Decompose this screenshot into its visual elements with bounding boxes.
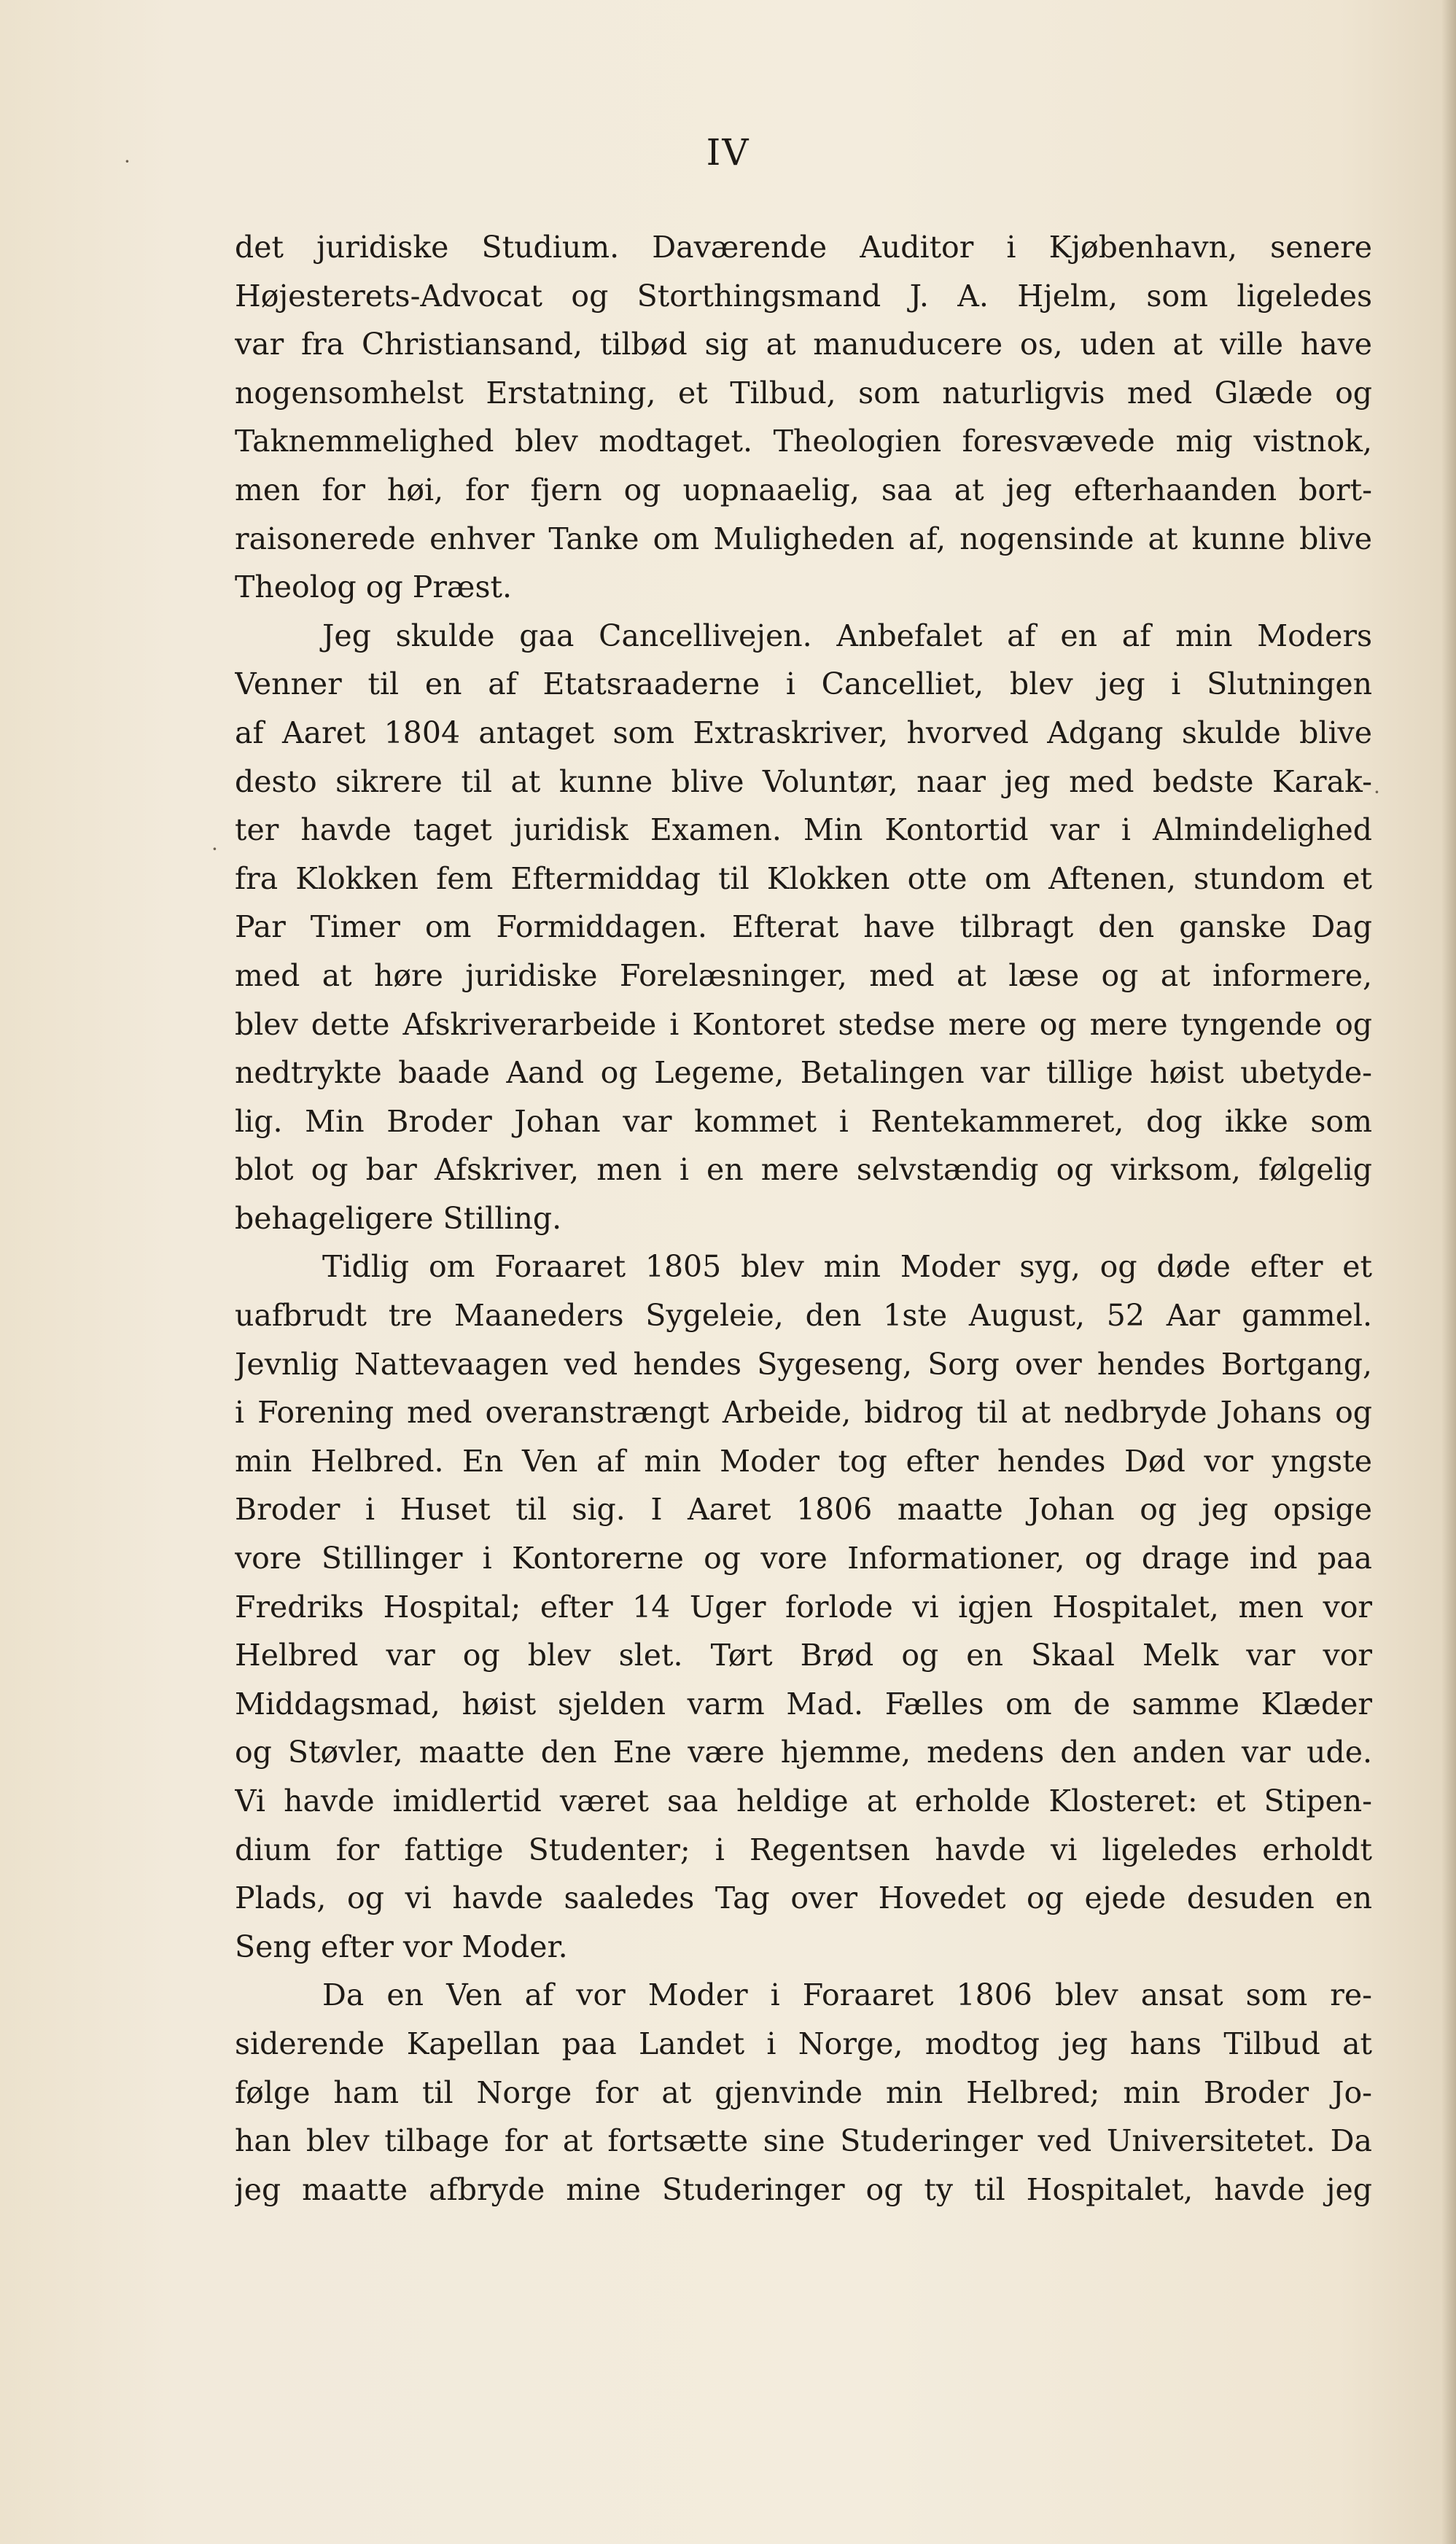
text-line: var fra Christiansand, tilbød sig at manuducere os, uden at ville have [235,327,1372,362]
text-line: Middagsmad, høist sjelden varm Mad. Fælles om de samme Klæder [235,1686,1372,1722]
text-line: Fredriks Hospital; efter 14 Uger forlode vi igjen Hospitalet, men vor [235,1589,1372,1625]
text-line: det juridiske Studium. Daværende Auditor i Kjøbenhavn, senere [235,230,1372,265]
text-line: Broder i Huset til sig. I Aaret 1806 maatte Johan og jeg opsige [235,1492,1372,1528]
text-line: nogensomhelst Erstatning, et Tilbud, som naturligvis med Glæde og [235,375,1372,411]
text-line: min Helbred. En Ven af min Moder tog efter hendes Død vor yngste [235,1443,1372,1479]
text-line: ter havde taget juridisk Examen. Min Kontortid var i Almindelighed [235,812,1372,848]
text-line: Vi havde imidlertid været saa heldige at erholde Klosteret: et Stipen- [235,1783,1372,1818]
text-line: nedtrykte baade Aand og Legeme, Betalingen var tillige høist ubetyde- [235,1055,1372,1091]
text-line: Helbred var og blev slet. Tørt Brød og en Skaal Melk var vor [235,1638,1372,1673]
text-line: i Forening med overanstrængt Arbeide, bidrog til at nedbryde Johans og [235,1395,1372,1431]
text-line: Venner til en af Etatsraaderne i Cancelliet, blev jeg i Slutningen [235,666,1372,702]
text-line: han blev tilbage for at fortsætte sine Studeringer ved Universitetet. Da [235,2123,1372,2159]
text-line: af Aaret 1804 antaget som Extraskriver, hvorved Adgang skulde blive [235,715,1372,750]
text-line: Jeg skulde gaa Cancellivejen. Anbefalet af en af min Moders [322,618,1372,653]
text-line: Theolog og Præst. [235,569,513,605]
text-line: Højesterets-Advocat og Storthingsmand J. A. Hjelm, som ligeledes [235,278,1372,314]
text-line: uafbrudt tre Maaneders Sygeleie, den 1ste August, 52 Aar gammel. [235,1298,1372,1334]
text-line: raisonerede enhver Tanke om Muligheden af, nogensinde at kunne blive [235,521,1372,556]
body-text [235,223,1372,2214]
text-line: vore Stillinger i Kontorerne og vore Informationer, og drage ind paa [235,1541,1372,1576]
text-line: blev dette Afskriverarbeide i Kontoret stedse mere og mere tyngende og [235,1006,1372,1042]
text-line: dium for fattige Studenter; i Regentsen havde vi ligeledes erholdt [235,1832,1372,1867]
text-line: blot og bar Afskriver, men i en mere selvstændig og virksom, følgelig [235,1152,1372,1188]
text-line: med at høre juridiske Forelæsninger, med at læse og at informere, [235,957,1372,993]
text-line: men for høi, for fjern og uopnaaelig, saa at jeg efterhaanden bort- [235,472,1372,507]
paper-speck: · [124,149,131,174]
text-line: Jevnlig Nattevaagen ved hendes Sygeseng, Sorg over hendes Bortgang, [235,1346,1372,1382]
page-number: IV [706,131,750,174]
text-line: Par Timer om Formiddagen. Efterat have tilbragt den ganske Dag [235,909,1372,945]
text-line: desto sikrere til at kunne blive Voluntør, naar jeg med bedste Karak- [235,763,1372,799]
text-line: fra Klokken fem Eftermiddag til Klokken otte om Aftenen, stundom et [235,860,1372,896]
text-line: Tidlig om Foraaret 1805 blev min Moder syg, og døde efter et [322,1249,1372,1285]
paper-speck: · [211,837,218,861]
text-line: følge ham til Norge for at gjenvinde min Helbred; min Broder Jo- [235,2074,1372,2110]
paper-speck: · [1374,780,1380,804]
text-line: Da en Ven af vor Moder i Foraaret 1806 blev ansat som re- [322,1977,1372,2013]
text-line: behageligere Stilling. [235,1200,562,1236]
text-line: og Støvler, maatte den Ene være hjemme, medens den anden var ude. [235,1735,1372,1770]
page-edge-shadow [1441,0,1456,2544]
text-line: Seng efter vor Moder. [235,1929,568,1964]
text-line: jeg maatte afbryde mine Studeringer og ty til Hospitalet, havde jeg [235,2171,1372,2207]
text-line: siderende Kapellan paa Landet i Norge, modtog jeg hans Tilbud at [235,2026,1372,2061]
text-line: Plads, og vi havde saaledes Tag over Hovedet og ejede desuden en [235,1880,1372,1916]
text-line: Taknemmelighed blev modtaget. Theologien foresvævede mig vistnok, [235,424,1372,459]
text-line: lig. Min Broder Johan var kommet i Rentekammeret, dog ikke som [235,1103,1372,1139]
